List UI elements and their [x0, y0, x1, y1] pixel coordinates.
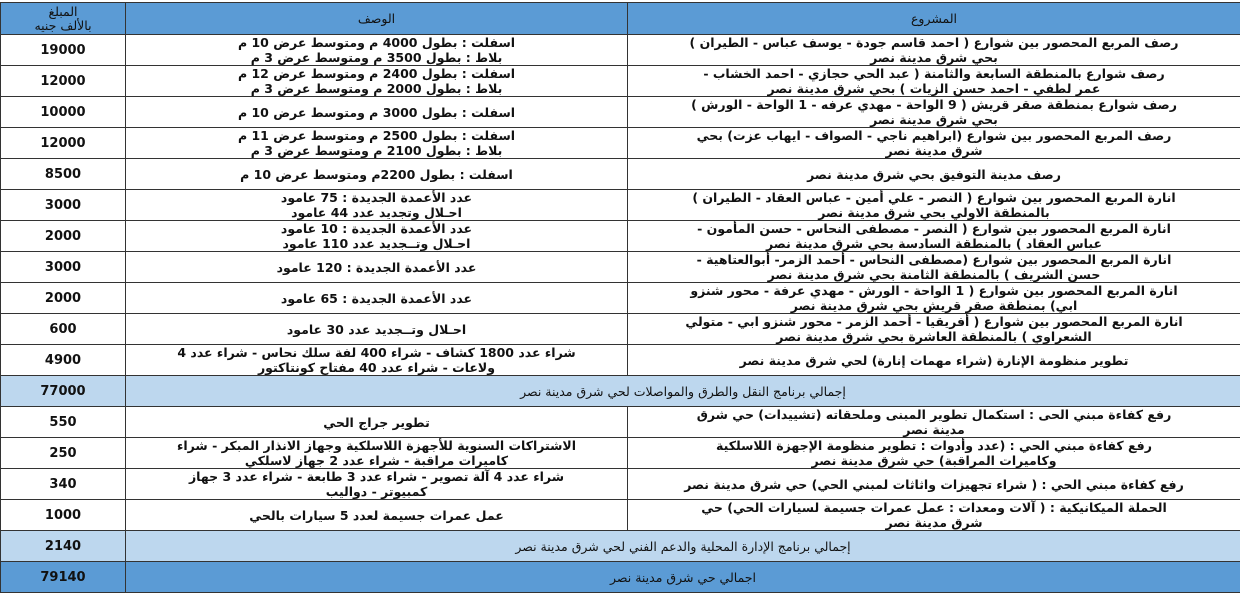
amount-cell: 4900: [1, 345, 126, 376]
project-cell: انارة المربع المحصور بين شوارع (مصطفى النحاس - أحمد الزمر- أبوالعتاهية - حسن الشريف ) بالمنطقة الثامنة بحي شرق مدينة نصر: [628, 252, 1240, 283]
table-row: [1, 97, 1240, 128]
project-cell: انارة المربع المحصور بين شوارع ( أفريقيا - أحمد الزمر - محور شنزو ابي - متولي الشعراوي ) بالمنطقة العاشرة بحي شرق مدينة نصر: [628, 314, 1240, 345]
description-cell: احـلال وتــجديد عدد 30 عامود: [126, 314, 628, 345]
amount-cell: 3000: [1, 190, 126, 221]
description-cell: اسفلت : بطول 2400 م ومتوسط عرض 12 م بلاط : بطول 2000 م ومتوسط عرض 3 م: [126, 66, 628, 97]
project-cell: رصف مدينة التوفيق بحي شرق مدينة نصر: [628, 159, 1240, 190]
description-cell: شراء عدد 1800 كشاف - شراء 400 لفة سلك نحاس - شراء عدد 4 ولاعات - شراء عدد 40 مفتاح كونتاكتور: [126, 345, 628, 376]
grand-total-label: اجمالي حي شرق مدينة نصر: [126, 562, 1240, 593]
description-cell: اسفلت : بطول 2200م ومتوسط عرض 10 م: [126, 159, 628, 190]
description-cell: الاشتراكات السنوية للأجهزة اللاسلكية وجهاز الانذار المبكر - شراء كاميرات مراقبة - شراء عدد 2 جهاز لاسلكي: [126, 438, 628, 469]
project-cell: رفع كفاءة مبني الحى : استكمال تطوير المبنى وملحقاته (تشييدات) حي شرق مدينة نصر: [628, 407, 1240, 438]
amount-cell: 1000: [1, 500, 126, 531]
amount-cell: 12000: [1, 128, 126, 159]
project-cell: رصف شوارع بالمنطقة السابعة والثامنة ( عبد الحي حجازي - احمد الخشاب - عمر لطفي - احمد حسن الزيات ) بحي شرق مدينة نصر: [628, 66, 1240, 97]
project-cell: الحملة الميكانيكية : ( آلات ومعدات : عمل عمرات جسيمة لسيارات الحي) حي شرق مدينة نصر: [628, 500, 1240, 531]
amount-cell: 3000: [1, 252, 126, 283]
grand-total-row: [1, 562, 1240, 593]
table-row: [1, 190, 1240, 221]
subtotal-label: إجمالي برنامج النقل والطرق والمواصلات لحي شرق مدينة نصر: [126, 376, 1240, 407]
amount-cell: 19000: [1, 35, 126, 66]
table-row: [1, 314, 1240, 345]
table-row: [1, 221, 1240, 252]
description-cell: شراء عدد 4 آلة تصوير - شراء عدد 3 طابعة - شراء عدد 3 جهاز كمبيوتر - دواليب: [126, 469, 628, 500]
project-cell: رصف المربع المحصور بين شوارع (ابراهيم ناجي - الصواف - ايهاب عزت) بحي شرق مدينة نصر: [628, 128, 1240, 159]
subtotal-amount: 77000: [1, 376, 126, 407]
project-cell: رفع كفاءة مبني الحي : (عدد وأدوات : تطوير منظومة الإجهزة اللاسلكية وكاميرات المراقبة) حي شرق مدينة نصر: [628, 438, 1240, 469]
table-row: [1, 345, 1240, 376]
amount-cell: 2000: [1, 221, 126, 252]
amount-cell: 10000: [1, 97, 126, 128]
table-row: [1, 252, 1240, 283]
description-cell: عدد الأعمدة الجديدة : 65 عامود: [126, 283, 628, 314]
subtotal-label: إجمالي برنامج الإدارة المحلية والدعم الفني لحي شرق مدينة نصر: [126, 531, 1240, 562]
subtotal-amount: 2140: [1, 531, 126, 562]
description-cell: عدد الأعمدة الجديدة : 10 عامود احـلال وتــجديد عدد 110 عامود: [126, 221, 628, 252]
header-amount: المبلغ بالألف جنيه: [1, 3, 126, 35]
project-cell: تطوير منظومة الإنارة (شراء مهمات إنارة) لحي شرق مدينة نصر: [628, 345, 1240, 376]
project-cell: رصف شوارع بمنطقة صقر قريش ( 9 الواحة - مهدي عرفه - 1 الواحة - الورش ) بحي شرق مدينة نصر: [628, 97, 1240, 128]
project-cell: انارة المربع المحصور بين شوارع ( 1 الواحة - الورش - مهدي عرفة - محور شنزو ابي) بمنطقة صقر قريش بحي شرق مدينة نصر: [628, 283, 1240, 314]
project-cell: رصف المربع المحصور بين شوارع ( احمد قاسم جودة - يوسف عباس - الطيران ) بحي شرق مدينة نصر: [628, 35, 1240, 66]
amount-cell: 250: [1, 438, 126, 469]
table-row: [1, 159, 1240, 190]
header-row: [1, 3, 1240, 35]
description-cell: عدد الأعمدة الجديدة : 120 عامود: [126, 252, 628, 283]
description-cell: اسفلت : بطول 2500 م ومتوسط عرض 11 م بلاط : بطول 2100 م ومتوسط عرض 3 م: [126, 128, 628, 159]
table-row: [1, 66, 1240, 97]
table-row: [1, 283, 1240, 314]
table-row: [1, 500, 1240, 531]
amount-cell: 340: [1, 469, 126, 500]
description-cell: اسفلت : بطول 3000 م ومتوسط عرض 10 م: [126, 97, 628, 128]
description-cell: اسفلت : بطول 4000 م ومتوسط عرض 10 م بلاط : بطول 3500 م ومتوسط عرض 3 م: [126, 35, 628, 66]
table-row: [1, 438, 1240, 469]
table-row: [1, 469, 1240, 500]
amount-cell: 2000: [1, 283, 126, 314]
project-cell: انارة المربع المحصور بين شوارع ( النصر - مصطفى النحاس - حسن المأمون - عباس العقاد ) بالمنطقة السادسة بحي شرق مدينة نصر: [628, 221, 1240, 252]
table-body: [1, 35, 1240, 593]
subtotal-row: [1, 531, 1240, 562]
project-cell: انارة المربع المحصور بين شوارع ( النصر - علي أمين - عباس العقاد - الطيران ) بالمنطقة الاولي بحي شرق مدينة نصر: [628, 190, 1240, 221]
description-cell: عمل عمرات جسيمة لعدد 5 سيارات بالحي: [126, 500, 628, 531]
amount-cell: 8500: [1, 159, 126, 190]
project-cell: رفع كفاءة مبني الحي : ( شراء تجهيزات واثاثات لمبني الحي) حي شرق مدينة نصر: [628, 469, 1240, 500]
description-cell: عدد الأعمدة الجديدة : 75 عامود احـلال وتجديد عدد 44 عامود: [126, 190, 628, 221]
header-description: الوصف: [126, 3, 628, 35]
header-project: المشروع: [628, 3, 1240, 35]
amount-cell: 600: [1, 314, 126, 345]
grand-total-amount: 79140: [1, 562, 126, 593]
table-row: [1, 128, 1240, 159]
projects-table: [0, 2, 1240, 593]
table-row: [1, 35, 1240, 66]
amount-cell: 12000: [1, 66, 126, 97]
table-row: [1, 407, 1240, 438]
amount-cell: 550: [1, 407, 126, 438]
subtotal-row: [1, 376, 1240, 407]
description-cell: تطوير جراج الحي: [126, 407, 628, 438]
